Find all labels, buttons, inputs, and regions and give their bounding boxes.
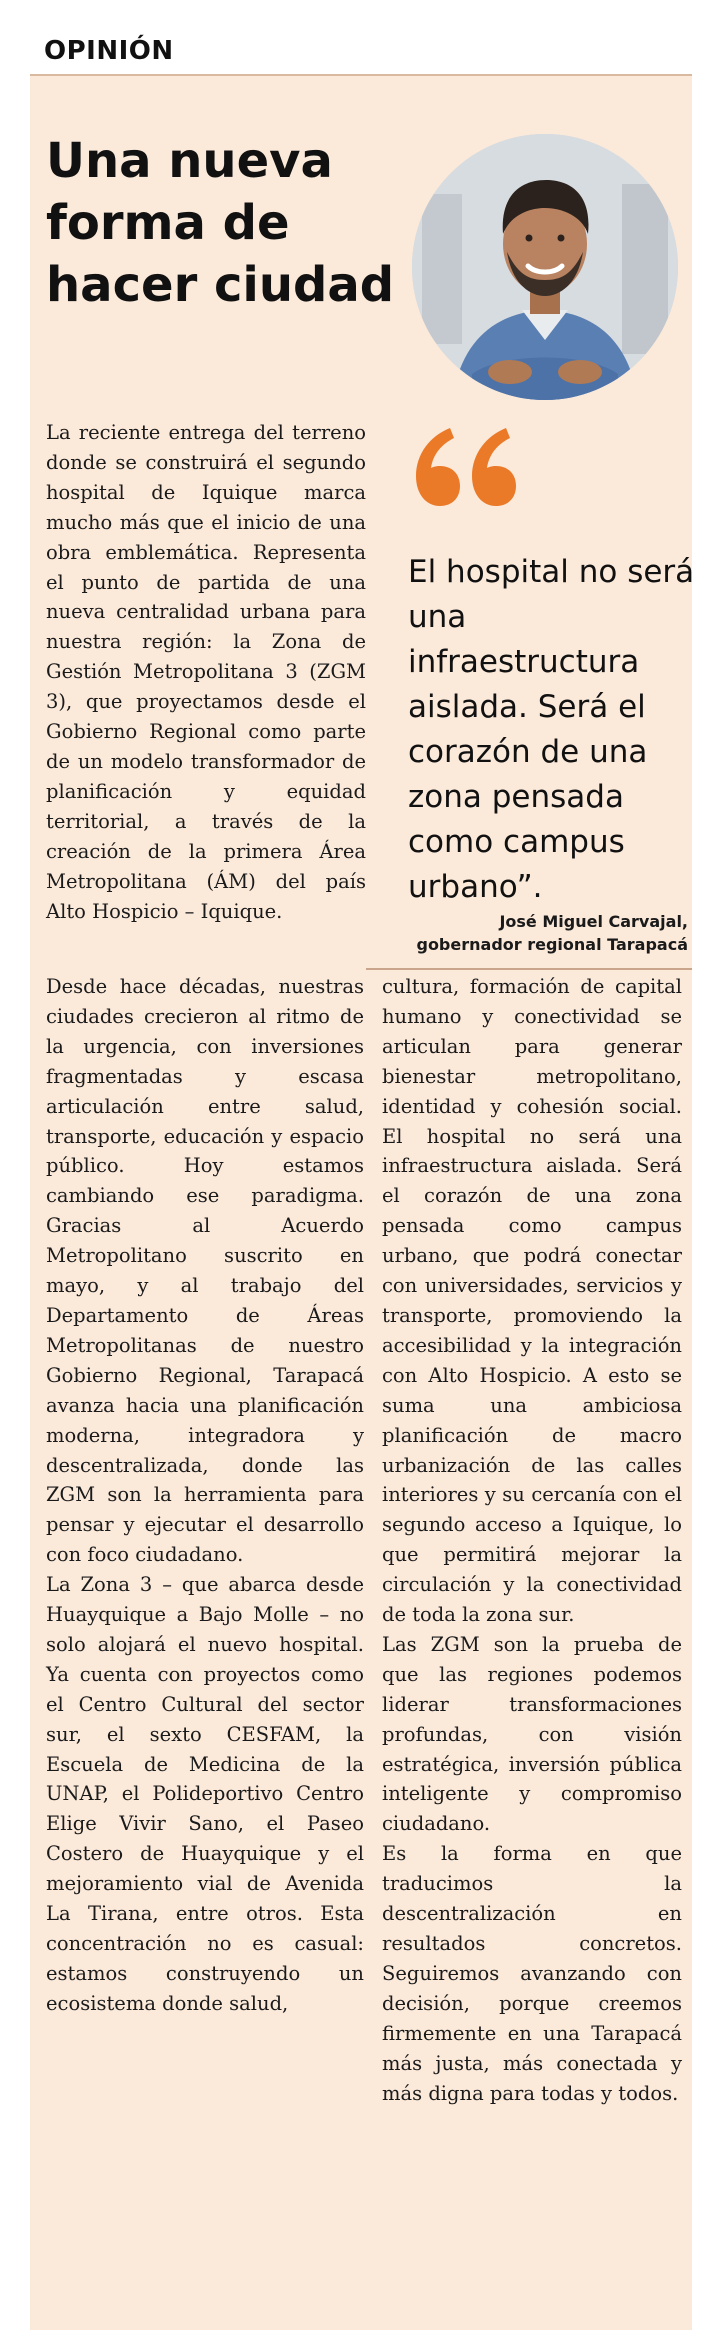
column-divider [366, 968, 692, 970]
section-header [30, 30, 692, 76]
pull-quote: El hospital no será una infraestructura aislada. Será el corazón de una zona pensada como campus urbano”. [408, 554, 695, 905]
headline: Una nueva forma de hacer ciudad [46, 133, 395, 313]
paragraph: Es la forma en que traducimos la descentralización en resultados concretos. Seguiremos avanzando con decisión, porque creemos firmemente en una Tarapacá más justa, más conectada y más digna para todas y todos. [382, 1842, 682, 2105]
section-label: OPINIÓN [44, 36, 174, 66]
article-page [30, 30, 695, 2330]
author-photo [412, 134, 678, 400]
paragraph: Desde hace décadas, nuestras ciudades crecieron al ritmo de la urgencia, con inversiones fragmentadas y escasa articulación entre salud, transporte, educación y espacio público. Hoy estamos cambiando ese paradigma. Gracias al Acuerdo Metropolitano suscrito en mayo, y al trabajo del Departamento de Áreas Metropolitanas de nuestro Gobierno Regional, Tarapacá avanza hacia una planificación moderna, integradora y descentralizada, donde las ZGM son la herramienta para pensar y ejecutar el desarrollo con foco ciudadano. [46, 975, 364, 1567]
body-column-right [382, 972, 682, 2108]
section-rule [30, 74, 692, 76]
quote-open-icon [402, 418, 522, 518]
body-column-intro [46, 418, 366, 926]
author-portrait-icon [412, 134, 678, 400]
byline-name: José Miguel Carvajal, [499, 912, 688, 931]
body-column-left [46, 972, 364, 2019]
paragraph: Las ZGM son la prueba de que las regiones podemos liderar transformaciones profundas, con visión estratégica, inversión pública inteligente y compromiso ciudadano. [382, 1632, 682, 1836]
byline-role: gobernador regional Tarapacá [416, 935, 688, 954]
paragraph: La reciente entrega del terreno donde se construirá el segundo hospital de Iquique marca mucho más que el inicio de una obra emblemática. Representa el punto de partida de una nueva centralidad urbana para nuestra región: la Zona de Gestión Metropolitana 3 (ZGM 3), que proyectamos desde el Gobierno Regional como parte de un modelo transformador de planificación y equidad territorial, a través de la creación de la primera Área Metropolitana (ÁM) del país Alto Hospicio – Iquique. [46, 421, 366, 923]
byline [370, 910, 688, 956]
paragraph: La Zona 3 – que abarca desde Huayquique a Bajo Molle – no solo alojará el nuevo hospital. Ya cuenta con proyectos como el Centro Cultural del sector sur, el sexto CESFAM, la Escuela de Medicina de la UNAP, el Polideportivo Centro Elige Vivir Sano, el Paseo Costero de Huayquique y el mejoramiento vial de Avenida La Tirana, entre otros. Esta concentración no es casual: estamos construyendo un ecosistema donde salud, [46, 1573, 364, 2015]
paragraph: cultura, formación de capital humano y conectividad se articulan para generar bienestar metropolitano, identidad y cohesión social. El hospital no será una infraestructura aislada. Será el corazón de una zona pensada como campus urbano, que podrá conectar con universidades, servicios y transporte, promoviendo la accesibilidad y la integración con Alto Hospicio. A esto se suma una ambiciosa planificación de macro urbanización de las calles interiores y su cercanía con el segundo acceso a Iquique, lo que permitirá mejorar la circulación y la conectividad de toda la zona sur. [382, 975, 682, 1627]
